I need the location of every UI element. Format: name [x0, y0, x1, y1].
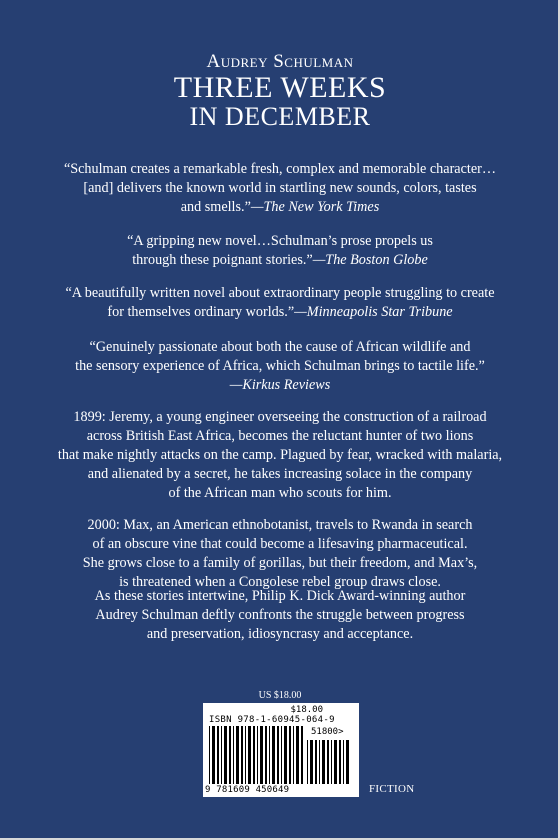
barcode-bar — [253, 726, 255, 784]
barcode-bar — [284, 726, 287, 784]
barcode-bar — [319, 740, 320, 784]
barcode-bar — [224, 726, 227, 784]
review-quote — [40, 160, 520, 217]
barcode-bar — [272, 726, 275, 784]
book-title-line-1: THREE WEEKS — [173, 71, 387, 104]
quote-tail: for themselves ordinary worlds.” — [107, 304, 295, 320]
barcode-addon-number: 51800> — [311, 727, 344, 737]
barcode-bar — [212, 726, 215, 784]
synopsis-line: 1899: Jeremy, a young engineer overseeing the construction of a railroad — [73, 409, 487, 425]
synopsis-line: Audrey Schulman deftly confronts the struggle between progress — [95, 607, 465, 623]
barcode-bar — [269, 726, 270, 784]
quote-source: —The New York Times — [250, 199, 380, 215]
barcode-bar — [339, 740, 341, 784]
barcode-bar — [322, 740, 325, 784]
synopsis-paragraph — [40, 516, 520, 592]
quote-source: —Kirkus Reviews — [229, 377, 331, 393]
barcode-bar — [241, 726, 243, 784]
review-quote — [40, 284, 520, 322]
cover-price: US $18.00 — [258, 690, 302, 701]
quote-line: the sensory experience of Africa, which Schulman brings to tactile life.” — [75, 358, 485, 374]
barcode-bar — [245, 726, 246, 784]
isbn-barcode-label — [203, 703, 359, 797]
synopsis-line: and preservation, idiosyncrasy and acceptance. — [146, 626, 414, 642]
barcode-bar — [343, 740, 344, 784]
synopsis-line: As these stories intertwine, Philip K. Dick Award-winning author — [94, 588, 466, 604]
barcode-bar — [229, 726, 231, 784]
synopsis-paragraph — [40, 587, 520, 644]
synopsis-line: 2000: Max, an American ethnobotanist, travels to Rwanda in search — [87, 517, 473, 533]
author-name: Audrey Schulman — [206, 51, 354, 72]
synopsis-line: She grows close to a family of gorillas, but their freedom, and Max’s, — [82, 555, 478, 571]
quote-line: [and] delivers the known world in startling new sounds, colors, tastes — [83, 180, 477, 196]
isbn-text: ISBN 978-1-60945-064-9 — [209, 715, 335, 725]
barcode-price: $18.00 — [290, 705, 323, 715]
quote-tail: and smells.” — [180, 199, 251, 215]
quote-line: “Genuinely passionate about both the cause of African wildlife and — [89, 339, 471, 355]
review-quote — [40, 232, 520, 270]
barcode-bar — [236, 726, 239, 784]
quote-last-line — [40, 198, 520, 217]
barcode-bar — [334, 740, 337, 784]
barcode-bar — [296, 726, 299, 784]
synopsis-line: of an obscure vine that could become a lifesaving pharmaceutical. — [92, 536, 468, 552]
barcode-bar — [248, 726, 251, 784]
barcode-bar — [310, 740, 313, 784]
synopsis-line: is threatened when a Congolese rebel group draws close. — [119, 574, 441, 590]
barcode-bar — [293, 726, 294, 784]
ean-barcode-graphic — [209, 726, 304, 784]
addon-barcode-graphic — [307, 740, 353, 784]
review-quote — [40, 338, 520, 395]
barcode-bar — [233, 726, 234, 784]
book-title-line-2: IN DECEMBER — [189, 102, 371, 131]
barcode-bar — [301, 726, 303, 784]
synopsis-line: and alienated by a secret, he takes increasing solace in the company — [87, 466, 473, 482]
synopsis-line: across British East Africa, becomes the reluctant hunter of two lions — [86, 428, 474, 444]
quote-line: “A beautifully written novel about extraordinary people struggling to create — [65, 285, 495, 301]
quote-source: —Minneapolis Star Tribune — [294, 304, 453, 320]
barcode-bar — [331, 740, 332, 784]
barcode-bar — [281, 726, 282, 784]
category-label: FICTION — [369, 783, 415, 795]
barcode-bar — [346, 740, 349, 784]
barcode-bar — [265, 726, 267, 784]
barcode-bar — [277, 726, 279, 784]
barcode-bar — [217, 726, 219, 784]
barcode-bar — [289, 726, 291, 784]
quote-last-line — [40, 303, 520, 322]
synopsis-line: that make nightly attacks on the camp. Plagued by fear, wracked with malaria, — [57, 447, 503, 463]
synopsis-paragraph — [40, 408, 520, 503]
quote-line: “Schulman creates a remarkable fresh, complex and memorable character… — [63, 161, 497, 177]
synopsis-line: of the African man who scouts for him. — [168, 485, 392, 501]
quote-last-line — [40, 251, 520, 270]
barcode-number: 9 781609 450649 — [205, 785, 290, 795]
quote-tail: through these poignant stories.” — [132, 252, 313, 268]
quote-last-line — [40, 376, 520, 395]
barcode-bar — [307, 740, 308, 784]
barcode-bar — [221, 726, 222, 784]
barcode-bar — [260, 726, 263, 784]
barcode-bar — [315, 740, 317, 784]
barcode-bar — [257, 726, 258, 784]
barcode-bar — [209, 726, 210, 784]
quote-source: —The Boston Globe — [312, 252, 428, 268]
quote-line: “A gripping new novel…Schulman’s prose propels us — [127, 233, 433, 249]
barcode-bar — [327, 740, 329, 784]
